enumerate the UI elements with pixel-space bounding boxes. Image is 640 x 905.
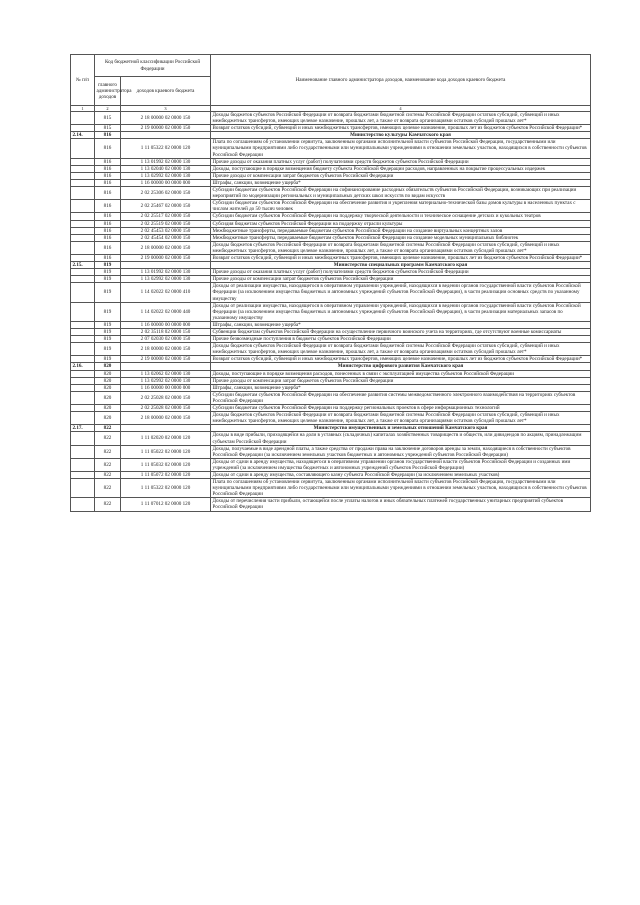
row-number (71, 179, 95, 186)
table-row (71, 283, 591, 302)
income-code: 1 13 02992 02 0000 130 (121, 172, 211, 179)
table-row (71, 384, 591, 391)
table-row (71, 356, 591, 363)
table-row (71, 370, 591, 377)
income-name: Прочие доходы от оказания платных услуг (работ) получателями средств бюджетов субъектов Российской Федерации (211, 269, 591, 276)
table-row (71, 269, 591, 276)
row-number (71, 405, 95, 412)
admin-code: 816 (95, 132, 121, 139)
table-row (71, 165, 591, 172)
row-number (71, 432, 95, 445)
admin-code: 819 (95, 269, 121, 276)
admin-code: 819 (95, 329, 121, 336)
income-code: 1 13 02062 02 0000 130 (121, 370, 211, 377)
row-number (71, 336, 95, 343)
income-name: Возврат остатков субсидий, субвенций и иных межбюджетных трансфертов, имеющих целевое назначение, прошлых лет из бюджетов субъектов Российской Федерации* (211, 125, 591, 132)
table-row (71, 254, 591, 261)
income-name: Доходы от сдачи в аренду имущества, составляющего казну субъекта Российской Федерации (за исключением земельных участков) (211, 471, 591, 478)
row-number (71, 158, 95, 165)
document-page (70, 54, 590, 512)
income-name: Межбюджетные трансферты, передаваемые бюджетам субъектов Российской Федерации на создание модельных муниципальных библиотек (211, 234, 591, 241)
table-row (71, 213, 591, 220)
income-name: Плата по соглашениям об установлении сервитута, заключенным органами исполнительной власти субъектов Российской Федерации, государственными или муниципальными предприятиями либо государственными или муниципальными учреждениями в отношении земельных участков, находящихся в собственности субъектов Российской Федерации (211, 139, 591, 158)
table-row (71, 321, 591, 328)
row-number (71, 172, 95, 179)
income-name: Субсидии бюджетам субъектов Российской Федерации на обеспечение развития и укрепления материально-технической базы домов культуры в населенных пунктах с числом жителей до 50 тысяч человек (211, 200, 591, 213)
header-name: Наименование главного администратора доходов, наименование кода доходов краевого бюджета (211, 55, 591, 106)
income-name: Доходы от реализации имущества, находящегося в оперативном управлении учреждений, находящихся в ведении органов государственной власти субъектов Российской Федерации (за исключением имущества бюджетных и автономных учреждений субъектов Российской Федерации), в части реализации материальных запасов по указанному имуществу (211, 302, 591, 321)
admin-code: 822 (95, 425, 121, 432)
admin-code: 816 (95, 200, 121, 213)
table-row (71, 200, 591, 213)
income-code: 1 16 00000 00 0000 000 (121, 321, 211, 328)
table-row (71, 112, 591, 125)
table-row (71, 220, 591, 227)
income-code: 1 16 00000 00 0000 000 (121, 384, 211, 391)
income-name: Доходы, поступающие в порядке возмещения бюджету субъекта Российской Федерации расходов, направленных на покрытие процессуальных издержек (211, 165, 591, 172)
row-number (71, 276, 95, 283)
table-row (71, 158, 591, 165)
row-number (71, 187, 95, 200)
row-number (71, 283, 95, 302)
table-row (71, 329, 591, 336)
section-row (71, 363, 591, 370)
income-name: Межбюджетные трансферты, передаваемые бюджетам субъектов Российской Федерации на создание виртуальных концертных залов (211, 227, 591, 234)
table-row (71, 405, 591, 412)
income-code: 1 16 00000 00 0000 000 (121, 179, 211, 186)
column-number: 1 (71, 106, 95, 112)
income-name: Субсидия бюджетам субъектов Российской Федерации на поддержку отрасли культуры (211, 220, 591, 227)
admin-code: 816 (95, 241, 121, 254)
table-row (71, 302, 591, 321)
admin-code: 819 (95, 283, 121, 302)
row-number: 2.15. (71, 262, 95, 269)
admin-code: 819 (95, 302, 121, 321)
row-number (71, 377, 95, 384)
table-row (71, 445, 591, 458)
section-row (71, 262, 591, 269)
row-number (71, 391, 95, 404)
income-code: 2 07 02030 02 0000 150 (121, 336, 211, 343)
income-code: 2 02 35118 02 0000 150 (121, 329, 211, 336)
admin-code: 822 (95, 498, 121, 511)
row-number (71, 343, 95, 356)
income-code: 2 02 25028 02 0000 150 (121, 405, 211, 412)
income-code (121, 425, 211, 432)
table-row (71, 234, 591, 241)
admin-code: 816 (95, 254, 121, 261)
admin-code: 822 (95, 458, 121, 471)
income-name: Доходы, получаемые в виде арендной платы, а также средства от продажи права на заключение договоров аренды за земли, находящиеся в собственности субъектов Российской Федерации (за исключением земельных участков бюджетных и автономных учреждений субъектов Российской Федерации) (211, 445, 591, 458)
admin-code: 820 (95, 391, 121, 404)
income-code: 2 02 45453 02 0000 150 (121, 227, 211, 234)
admin-code: 816 (95, 187, 121, 200)
income-name: Штрафы, санкции, возмещение ущерба* (211, 179, 591, 186)
table-row (71, 172, 591, 179)
admin-code: 822 (95, 479, 121, 498)
income-name: Субсидии бюджетам субъектов Российской Федерации на софинансирование расходных обязательств субъектов Российской Федерации, возникающих при реализации мероприятий по модернизации региональных и муниципальных детских школ искусств по видам искусств (211, 187, 591, 200)
table-row (71, 187, 591, 200)
income-name: Субвенции бюджетам субъектов Российской Федерации на осуществление первичного воинского учета на территориях, где отсутствуют военные комиссариаты (211, 329, 591, 336)
income-name: Доходы от перечисления части прибыли, остающейся после уплаты налогов и иных обязательных платежей государственных унитарных предприятий субъектов Российской Федерации (211, 498, 591, 511)
income-name: Возврат остатков субсидий, субвенций и иных межбюджетных трансфертов, имеющих целевое назначение, прошлых лет из бюджетов субъектов Российской Федерации* (211, 356, 591, 363)
income-code: 1 13 02992 02 0000 130 (121, 276, 211, 283)
income-code: 1 13 01992 02 0000 130 (121, 158, 211, 165)
income-code: 2 02 25519 02 0000 150 (121, 220, 211, 227)
income-name: Субсидии бюджетам субъектов Российской Федерации на поддержку творческой деятельности и техническое оснащение детских и кукольных театров (211, 213, 591, 220)
income-name: Субсидии бюджетам субъектов Российской Федерации на поддержку региональных проектов в сфере информационных технологий (211, 405, 591, 412)
income-name: Доходы в виде прибыли, приходящейся на доли в уставных (складочных) капиталах хозяйственных товариществ и обществ, или дивидендов по акциям, принадлежащим субъектам Российской Федерации (211, 432, 591, 445)
income-code: 1 13 02992 02 0000 130 (121, 377, 211, 384)
section-row (71, 425, 591, 432)
row-number (71, 412, 95, 425)
row-number (71, 227, 95, 234)
table-row (71, 139, 591, 158)
table-row (71, 179, 591, 186)
column-number: 2 (95, 106, 121, 112)
table-row (71, 227, 591, 234)
income-code: 1 11 07012 02 0000 120 (121, 498, 211, 511)
income-code: 2 18 00000 02 0000 150 (121, 112, 211, 125)
admin-code: 819 (95, 276, 121, 283)
row-number: 2.16. (71, 363, 95, 370)
income-code (121, 132, 211, 139)
row-number (71, 220, 95, 227)
row-number (71, 445, 95, 458)
income-name: Прочие доходы от компенсации затрат бюджетов субъектов Российской Федерации (211, 377, 591, 384)
table-header-row (71, 55, 591, 77)
income-code: 2 02 25028 02 0000 150 (121, 391, 211, 404)
row-number (71, 356, 95, 363)
section-title: Министерство специальных программ Камчатского края (211, 262, 591, 269)
admin-code: 820 (95, 363, 121, 370)
row-number: 2.14. (71, 132, 95, 139)
admin-code: 819 (95, 336, 121, 343)
admin-code: 816 (95, 213, 121, 220)
income-code: 2 02 25517 02 0000 150 (121, 213, 211, 220)
income-code: 2 19 00000 02 0000 150 (121, 125, 211, 132)
section-title: Министерство культуры Камчатского края (211, 132, 591, 139)
admin-code: 816 (95, 139, 121, 158)
income-code: 1 11 05032 02 0000 120 (121, 458, 211, 471)
admin-code: 816 (95, 227, 121, 234)
row-number (71, 139, 95, 158)
income-name: Прочие доходы от компенсации затрат бюджетов субъектов Российской Федерации (211, 172, 591, 179)
income-name: Доходы бюджетов субъектов Российской Федерации от возврата бюджетами бюджетной системы Российской Федерации остатков субсидий, субвенций и иных межбюджетных трансфертов, имеющих целевое назначение, прошлых лет, а также от возврата организациями остатков субсидий прошлых лет* (211, 112, 591, 125)
income-name: Доходы, поступающие в порядке возмещения расходов, понесенных в связи с эксплуатацией имущества субъектов Российской Федерации (211, 370, 591, 377)
admin-code: 819 (95, 356, 121, 363)
admin-code: 819 (95, 343, 121, 356)
income-name: Доходы бюджетов субъектов Российской Федерации от возврата бюджетами бюджетной системы Российской Федерации остатков субсидий, субвенций и иных межбюджетных трансфертов, имеющих целевое назначение, прошлых лет, а также от возврата организациями остатков субсидий прошлых лет* (211, 343, 591, 356)
admin-code: 819 (95, 321, 121, 328)
table-row (71, 458, 591, 471)
income-code: 2 18 00000 02 0000 150 (121, 412, 211, 425)
income-code: 1 11 02020 02 0000 120 (121, 432, 211, 445)
header-no: № п/п (71, 55, 95, 106)
income-code: 2 19 00000 02 0000 150 (121, 254, 211, 261)
admin-code: 819 (95, 262, 121, 269)
admin-code: 820 (95, 377, 121, 384)
income-name: Прочие доходы от компенсации затрат бюджетов субъектов Российской Федерации (211, 276, 591, 283)
income-code: 1 11 05022 02 0000 120 (121, 445, 211, 458)
income-name: Доходы от реализации имущества, находящегося в оперативном управлении учреждений, находящихся в ведении органов государственной власти субъектов Российской Федерации (за исключением имущества бюджетных и автономных учреждений субъектов Российской Федерации), в части реализации основных средств по указанному имуществу (211, 283, 591, 302)
table-row (71, 471, 591, 478)
income-name: Доходы от сдачи в аренду имущества, находящегося в оперативном управлении органов государственной власти субъектов Российской Федерации и созданных ими учреждений (за исключением имущества бюджетных и автономных учреждений субъектов Российской Федерации) (211, 458, 591, 471)
admin-code: 820 (95, 370, 121, 377)
row-number (71, 200, 95, 213)
income-code: 1 14 02022 02 0000 410 (121, 283, 211, 302)
income-table (70, 54, 591, 512)
row-number (71, 302, 95, 321)
income-code: 1 11 05322 02 0000 120 (121, 139, 211, 158)
admin-code: 816 (95, 172, 121, 179)
table-row (71, 498, 591, 511)
section-title: Министерство цифрового развития Камчатского края (211, 363, 591, 370)
header-income: доходов краевого бюджета (121, 77, 211, 106)
row-number (71, 112, 95, 125)
income-code: 1 13 01992 02 0000 130 (121, 269, 211, 276)
row-number (71, 165, 95, 172)
income-name: Плата по соглашениям об установлении сервитута, заключенным органами исполнительной власти субъектов Российской Федерации, государственными или муниципальными предприятиями либо государственными или муниципальными учреждениями в отношении земельных участков, находящихся в собственности субъектов Российской Федерации (211, 479, 591, 498)
row-number (71, 370, 95, 377)
row-number (71, 458, 95, 471)
table-row (71, 241, 591, 254)
row-number (71, 498, 95, 511)
admin-code: 816 (95, 179, 121, 186)
row-number (71, 213, 95, 220)
admin-code: 822 (95, 471, 121, 478)
income-code: 2 02 45454 02 0000 150 (121, 234, 211, 241)
income-code: 1 11 05072 02 0000 120 (121, 471, 211, 478)
income-code: 2 02 25467 02 0000 150 (121, 200, 211, 213)
row-number: 2.17. (71, 425, 95, 432)
section-title: Министерство имущественных и земельных отношений Камчатского края (211, 425, 591, 432)
income-code: 1 14 02022 02 0000 440 (121, 302, 211, 321)
table-row (71, 432, 591, 445)
income-name: Возврат остатков субсидий, субвенций и иных межбюджетных трансфертов, имеющих целевое назначение, прошлых лет из бюджетов субъектов Российской Федерации* (211, 254, 591, 261)
row-number (71, 384, 95, 391)
admin-code: 816 (95, 165, 121, 172)
header-kbk-group: Код бюджетной классификации Российской Федерации (95, 55, 211, 77)
admin-code: 816 (95, 234, 121, 241)
income-name: Штрафы, санкции, возмещение ущерба* (211, 384, 591, 391)
income-code: 1 11 05322 02 0000 120 (121, 479, 211, 498)
income-code (121, 262, 211, 269)
table-row (71, 412, 591, 425)
row-number (71, 254, 95, 261)
admin-code: 815 (95, 112, 121, 125)
income-code: 2 02 25306 02 0000 150 (121, 187, 211, 200)
income-code: 1 13 02040 02 0000 130 (121, 165, 211, 172)
admin-code: 820 (95, 384, 121, 391)
section-row (71, 132, 591, 139)
income-code: 2 18 00000 02 0000 150 (121, 241, 211, 254)
admin-code: 815 (95, 125, 121, 132)
income-name: Субсидии бюджетам субъектов Российской Федерации на обеспечение развития системы межведомственного электронного взаимодействия на территориях субъектов Российской Федерации (211, 391, 591, 404)
table-row (71, 391, 591, 404)
admin-code: 816 (95, 158, 121, 165)
table-row (71, 125, 591, 132)
table-body (71, 112, 591, 512)
income-name: Доходы бюджетов субъектов Российской Федерации от возврата бюджетами бюджетной системы Российской Федерации остатков субсидий, субвенций и иных межбюджетных трансфертов, имеющих целевое назначение, прошлых лет, а также от возврата организациями остатков субсидий прошлых лет* (211, 241, 591, 254)
row-number (71, 234, 95, 241)
income-name: Прочие доходы от оказания платных услуг (работ) получателями средств бюджетов субъектов Российской Федерации (211, 158, 591, 165)
table-row (71, 336, 591, 343)
income-name: Штрафы, санкции, возмещение ущерба* (211, 321, 591, 328)
header-admin: главного администратора доходов (95, 77, 121, 106)
admin-code: 822 (95, 432, 121, 445)
row-number (71, 321, 95, 328)
row-number (71, 479, 95, 498)
row-number (71, 329, 95, 336)
income-name: Прочие безвозмездные поступления в бюджеты субъектов Российской Федерации (211, 336, 591, 343)
column-number: 4 (211, 106, 591, 112)
row-number (71, 125, 95, 132)
table-row (71, 377, 591, 384)
table-row (71, 276, 591, 283)
admin-code: 816 (95, 220, 121, 227)
admin-code: 820 (95, 405, 121, 412)
income-code: 2 18 00000 02 0000 150 (121, 343, 211, 356)
income-code (121, 363, 211, 370)
row-number (71, 269, 95, 276)
table-row (71, 343, 591, 356)
row-number (71, 241, 95, 254)
row-number (71, 471, 95, 478)
column-number: 3 (121, 106, 211, 112)
income-name: Доходы бюджетов субъектов Российской Федерации от возврата бюджетами бюджетной системы Российской Федерации остатков субсидий, субвенций и иных межбюджетных трансфертов, имеющих целевое назначение, прошлых лет, а также от возврата организациями остатков субсидий прошлых лет* (211, 412, 591, 425)
table-row (71, 479, 591, 498)
admin-code: 820 (95, 412, 121, 425)
income-code: 2 19 00000 02 0000 150 (121, 356, 211, 363)
admin-code: 822 (95, 445, 121, 458)
